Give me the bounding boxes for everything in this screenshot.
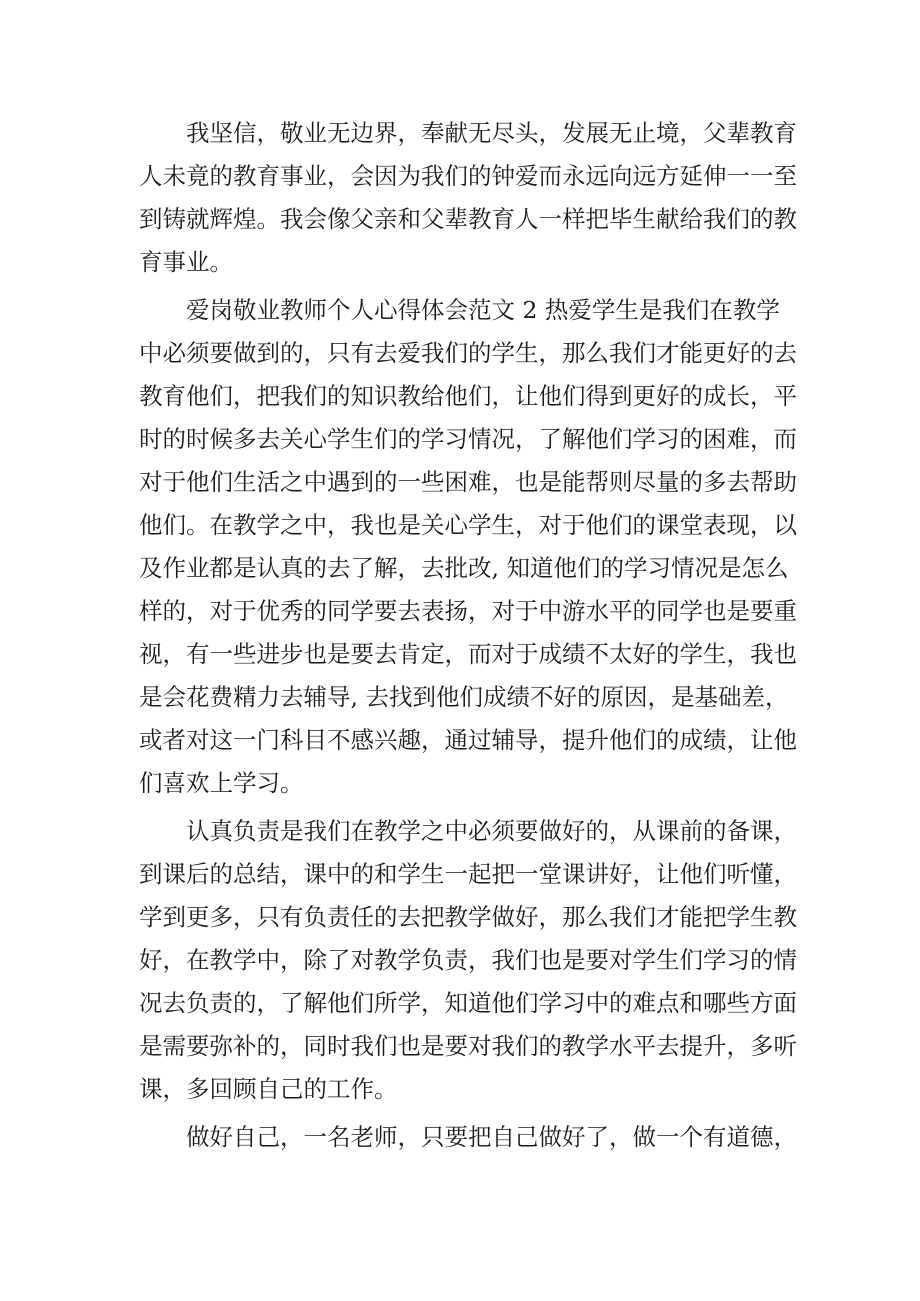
text-line: 对于他们生活之中遇到的一些困难，也是能帮则尽量的多去帮助: [139, 468, 797, 496]
text-line: 视，有一些进步也是要去肯定，而对于成绩不太好的学生，我也: [139, 640, 797, 668]
document-body: [139, 112, 799, 1159]
text-line: 们喜欢上学习。: [139, 769, 304, 797]
text-line: 认真负责是我们在教学之中必须要做好的，从课前的备课，: [186, 817, 797, 845]
text-line: 育事业。: [139, 248, 233, 276]
text-line: 样的，对于优秀的同学要去表扬，对于中游水平的同学也是要重: [139, 597, 797, 625]
text-line: 做好自己，一名老师，只要把自己做好了，做一个有道德，: [186, 1123, 797, 1151]
text-line: 好，在教学中，除了对教学负责，我们也是要对学生们学习的情: [139, 946, 797, 974]
text-line: 况去负责的，了解他们所学，知道他们学习中的难点和哪些方面: [139, 989, 797, 1017]
text-line: 是需要弥补的，同时我们也是要对我们的教学水平去提升，多听: [139, 1032, 797, 1060]
text-line: 人未竟的教育事业，会因为我们的钟爱而永远向远方延伸一一至: [139, 162, 797, 190]
text-line: 我坚信，敬业无边界，奉献无尽头，发展无止境，父辈教育: [186, 119, 797, 147]
text-line: 课，多回顾自己的工作。: [139, 1075, 398, 1103]
text-line: 教育他们，把我们的知识教给他们，让他们得到更好的成长，平: [139, 382, 797, 410]
text-line: 他们。在教学之中，我也是关心学生，对于他们的课堂表现，以: [139, 511, 797, 539]
paragraph-2: [139, 289, 799, 805]
paragraph-4: [139, 1116, 799, 1159]
text-line: 中必须要做到的，只有去爱我们的学生，那么我们才能更好的去: [139, 339, 797, 367]
text-line: 到铸就辉煌。我会像父亲和父辈教育人一样把毕生献给我们的教: [139, 205, 797, 233]
text-line: 学到更多，只有负责任的去把教学做好，那么我们才能把学生教: [139, 903, 797, 931]
paragraph-1: [139, 112, 799, 284]
text-line: 时的时候多去关心学生们的学习情况，了解他们学习的困难，而: [139, 425, 797, 453]
text-line: 或者对这一门科目不感兴趣，通过辅导，提升他们的成绩，让他: [139, 726, 797, 754]
paragraph-3: [139, 810, 799, 1111]
text-line: 及作业都是认真的去了解，去批改, 知道他们的学习情况是怎么: [139, 554, 789, 582]
text-line: 是会花费精力去辅导, 去找到他们成绩不好的原因，是基础差，: [139, 683, 789, 711]
text-line: 到课后的总结，课中的和学生一起把一堂课讲好，让他们听懂，: [139, 860, 797, 888]
text-line: 爱岗敬业教师个人心得体会范文 2 热爱学生是我们在教学: [186, 296, 780, 324]
